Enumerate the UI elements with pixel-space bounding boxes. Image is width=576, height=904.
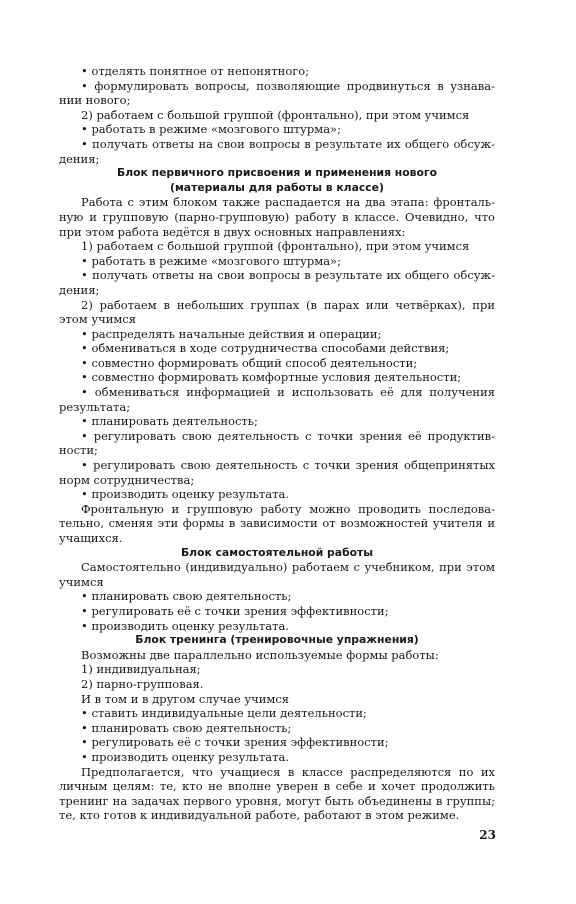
paragraph: • обмениваться информацией и использовать её для получения результата; [59,385,495,414]
paragraph: 2) работаем с большой группой (фронтально), при этом учимся [81,107,470,122]
paragraph: • отделять понятное от непонятного; [81,64,310,78]
paragraph: • получать ответы на свои вопросы в результате их общего обсуж-дения; [59,136,495,166]
paragraph: • планировать деятельность; [81,414,258,429]
paragraph: Фронтальную и групповую работу можно проводить последова-тельно, сменяя эти формы в зависимости от возможностей учителя и учащихся. [59,501,495,545]
paragraph: Возможны две параллельно используемые формы работы: [81,647,439,662]
section-heading: (материалы для работы в классе) [170,180,384,194]
paragraph: • работать в режиме «мозгового штурма»; [81,253,341,268]
paragraph: • распределять начальные действия и операции; [81,326,382,341]
paragraph: 1) работаем с большой группой (фронтально), при этом учимся [81,239,470,254]
paragraph: • планировать свою деятельность; [81,589,292,604]
paragraph: • обмениваться в ходе сотрудничества способами действия; [81,341,450,356]
paragraph: • работать в режиме «мозгового штурма»; [81,122,341,137]
paragraph: • формулировать вопросы, позволяющие продвинуться в узнава-нии нового; [59,78,495,108]
paragraph: • производить оценку результата. [81,618,290,633]
paragraph: • регулировать её с точки зрения эффективности; [81,603,389,618]
section-heading: Блок первичного присвоения и применения нового [116,166,437,180]
paragraph: 1) индивидуальная; [81,662,201,677]
paragraph: • ставить индивидуальные цели деятельности; [81,706,367,721]
paragraph: 2) парно-групповая. [81,676,204,691]
paragraph: • совместно формировать общий способ деятельности; [81,355,418,370]
paragraph: • производить оценку результата. [81,749,290,764]
paragraph: Предполагается, что учащиеся в классе распределяются по их личным целям: те, кто не вполне уверен в себе и хочет продолжить тренинг на задачах первого уровня, могут быть объединены в группы; те, кто готов к индивидуальной работе, работают в этом режиме. [59,764,495,823]
paragraph: • регулировать свою деятельность с точки зрения её продуктив-ности; [59,428,495,458]
paragraph: • производить оценку результата. [81,487,290,502]
paragraph: • совместно формировать комфортные условия деятельности; [81,370,462,385]
paragraph: • регулировать свою деятельность с точки зрения общепринятых норм сотрудничества; [59,458,495,487]
paragraph: Работа с этим блоком также распадается на два этапа: фронталь-ную и групповую (парно-групповую) работу в классе. Очевидно, что при этом работа ведётся в двух основных направлениях: [59,195,495,239]
paragraph: • получать ответы на свои вопросы в результате их общего обсуж-дения; [59,268,495,297]
section-heading: Блок самостоятельной работы [180,545,374,559]
page-body [59,64,495,823]
paragraph: 2) работаем в небольших группах (в парах или четвёрках), при этом учимся [59,297,495,327]
paragraph: Самостоятельно (индивидуально) работаем с учебником, при этом учимся [59,560,495,589]
paragraph: • регулировать её с точки зрения эффективности; [81,735,389,750]
paragraph: И в том и в другом случае учимся [81,691,290,706]
section-heading: Блок тренинга (тренировочные упражнения) [135,633,419,647]
page-number: 23 [479,828,496,842]
paragraph: • планировать свою деятельность; [81,720,292,735]
